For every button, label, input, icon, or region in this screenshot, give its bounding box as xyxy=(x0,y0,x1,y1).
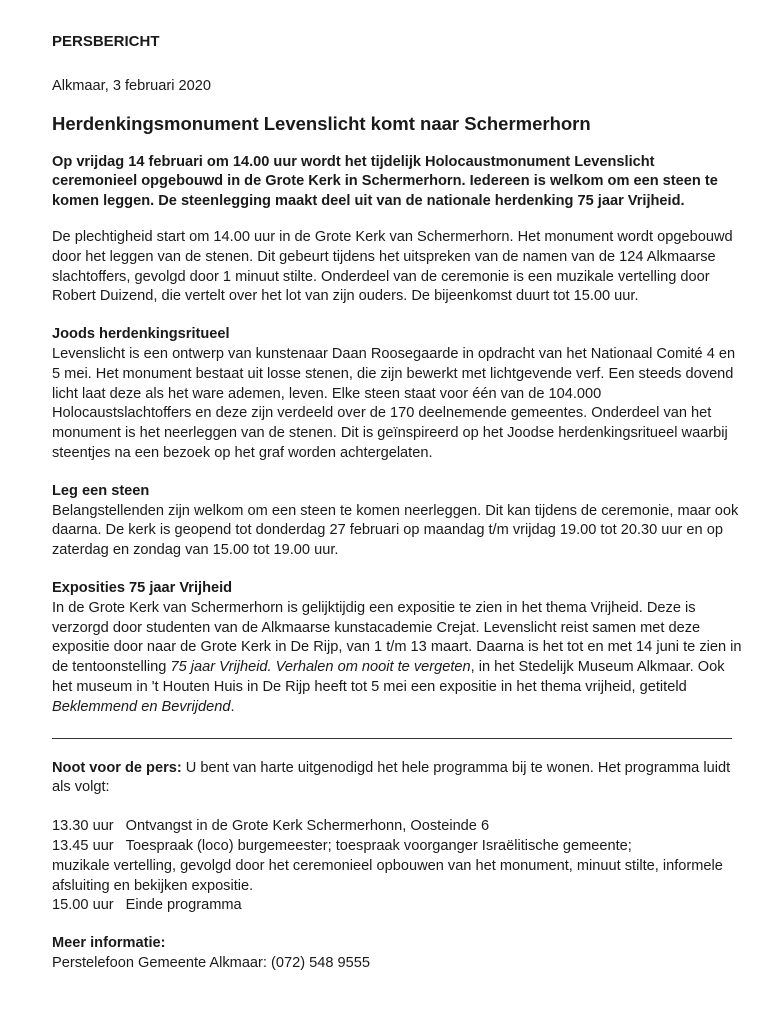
section-heading: Joods herdenkingsritueel xyxy=(52,326,230,343)
program-schedule xyxy=(52,817,742,916)
press-note xyxy=(52,759,742,799)
schedule-item xyxy=(52,837,742,857)
text-run: In de Grote Kerk van Schermerhorn is gelijktijdig een expositie te zien in het thema Vrijheid. Deze is verzorgd door studenten van de Alkmaarse kunstacademie Crejat. Levenslicht reist samen met deze expositie door naar de Grote Kerk in De Rijp, van 1 t/m 13 maart. Daarna is het tot en met 14 juni te zien in de tentoonstelling xyxy=(52,599,742,676)
contact-info xyxy=(52,934,742,974)
text-run: . xyxy=(230,698,235,715)
exhibition-title: Beklemmend en Bevrijdend xyxy=(52,698,231,715)
lead-paragraph: Op vrijdag 14 februari om 14.00 uur wordt het tijdelijk Holocaustmonument Levenslicht ceremonieel opgebouwd in de Grote Kerk in Schermerhorn. Iedereen is welkom om een steen te komen leggen. De steenlegging maakt deel uit van de nationale herdenking 75 jaar Vrijheid. xyxy=(52,153,718,210)
page-title: Herdenkingsmonument Levenslicht komt naar Schermerhorn xyxy=(52,112,591,134)
section-leg-een-steen xyxy=(52,482,742,561)
contact-phone: Perstelefoon Gemeente Alkmaar: (072) 548 9555 xyxy=(52,954,371,971)
schedule-text: Ontvangst in de Grote Kerk Schermerhonn, Oosteinde 6 xyxy=(125,818,490,835)
press-release xyxy=(52,32,742,974)
press-note-text: U bent van harte uitgenodigd het hele programma bij te wonen. Het programma luidt als volgt: xyxy=(52,759,731,796)
schedule-text: Toespraak (loco) burgemeester; toespraak voorganger Israëlitische gemeente; xyxy=(125,837,632,854)
section-exposities xyxy=(52,579,742,718)
schedule-time: 15.00 uur xyxy=(52,897,114,914)
schedule-time: 13.30 uur xyxy=(52,818,114,835)
section-heading: Exposities 75 jaar Vrijheid xyxy=(52,579,233,596)
press-note-label: Noot voor de pers: xyxy=(52,759,182,776)
contact-heading: Meer informatie: xyxy=(52,935,166,952)
dateline: Alkmaar, 3 februari 2020 xyxy=(52,77,211,94)
schedule-time: 13.45 uur xyxy=(52,837,114,854)
section-text xyxy=(52,599,742,718)
section-heading: Leg een steen xyxy=(52,482,150,499)
intro-paragraph: De plechtigheid start om 14.00 uur in de Grote Kerk van Schermerhorn. Het monument wordt opgebouwd door het leggen van de stenen. Dit gebeurt tijdens het uitspreken van de namen van de 124 Alkmaarse slachtoffers, gevolgd door 1 minuut stilte. Onderdeel van de ceremonie is een muzikale vertelling door Robert Duizend, die vertelt over het lot van zijn ouders. De bijeenkomst duurt tot 15.00 uur. xyxy=(52,228,733,305)
schedule-continuation: muzikale vertelling, gevolgd door het ceremonieel opbouwen van het monument, minuut stilte, informele afsluiting en bekijken expositie. xyxy=(52,857,723,894)
schedule-text: Einde programma xyxy=(125,897,242,914)
schedule-item xyxy=(52,896,742,916)
horizontal-divider xyxy=(52,738,732,739)
document-label: PERSBERICHT xyxy=(52,33,160,50)
section-ritueel xyxy=(52,325,742,464)
exhibition-title: 75 jaar Vrijheid. Verhalen om nooit te vergeten xyxy=(170,659,471,676)
section-text: Belangstellenden zijn welkom om een steen te komen neerleggen. Dit kan tijdens de ceremonie, maar ook daarna. De kerk is geopend tot donderdag 27 februari op maandag t/m vrijdag 19.00 tot 20.30 uur en op zaterdag en zondag van 15.00 tot 19.00 uur. xyxy=(52,502,739,559)
section-text: Levenslicht is een ontwerp van kunstenaar Daan Roosegaarde in opdracht van het Nationaal Comité 4 en 5 mei. Het monument bestaat uit losse stenen, die zijn bewerkt met lichtgevende verf. Een steeds dovend licht laat deze als het ware ademen, leven. Elke steen staat voor één van de 104.000 Holocaustslachtoffers en deze zijn verdeeld over de 170 deelnemende gemeentes. Onderdeel van het monument is het neerleggen van de stenen. Dit is geïnspireerd op het Joodse herdenkingsritueel waarbij steentjes na een bezoek op het graf worden achtergelaten. xyxy=(52,345,736,461)
text-run: , in het Stedelijk Museum Alkmaar. Ook het museum in 't Houten Huis in De Rijp heeft tot 5 mei een expositie in het thema vrijheid, getiteld xyxy=(52,659,725,695)
schedule-item xyxy=(52,817,742,837)
